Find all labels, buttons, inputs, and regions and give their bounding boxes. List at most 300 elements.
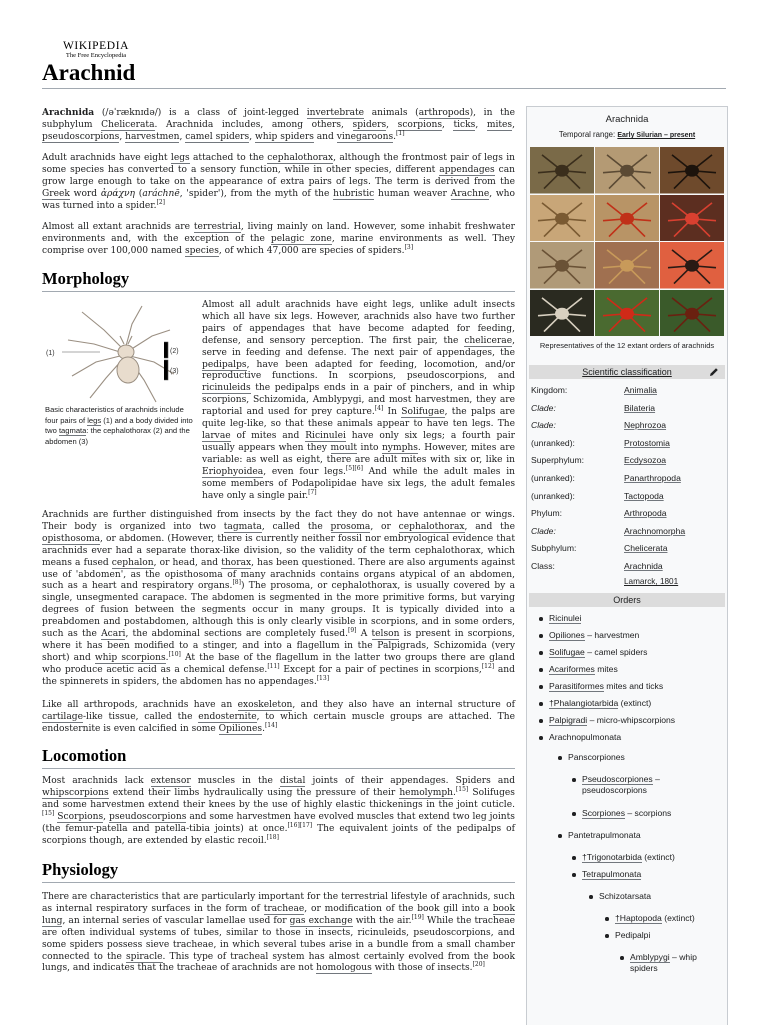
wiki-link[interactable]: spiracle: [125, 951, 163, 962]
order-list-item: [549, 647, 723, 658]
citation-link[interactable]: [11]: [267, 662, 280, 670]
text-run: attached to the: [189, 153, 268, 163]
spider-photo[interactable]: [660, 242, 724, 289]
order-list-item: [549, 698, 723, 709]
taxon-link[interactable]: Chelicerata: [624, 543, 668, 554]
taxon-link[interactable]: Nephrozoa: [624, 420, 667, 431]
wikipedia-wordmark: WIKIPEDIA: [62, 40, 130, 52]
text-run: , have been adapted for feeding, locomotion, and/or reproductive functions. In scorpions, pseudoscorpions, and: [202, 359, 515, 382]
list-bullet: [572, 873, 576, 877]
whip-spider-photo[interactable]: [595, 242, 659, 289]
text-run: While the tracheae are often individual systems of tubes, similar to those in insects, ricinuleids, pseudoscorpions, and some spiders possess sieve tracheae, in which several tubes arise in a bundle from a small chamber connected to the: [42, 915, 516, 962]
classification-row: [531, 470, 723, 488]
order-description: (extinct): [641, 852, 675, 862]
list-bullet: [539, 719, 543, 723]
wiki-link[interactable]: ticks: [453, 119, 476, 130]
order-list-item: [582, 869, 723, 880]
velvet-mite-photo-icon: [660, 195, 724, 242]
wiki-link[interactable]: homologous: [316, 963, 372, 974]
photo-caption: Representatives of the 12 extant orders of arachnids: [539, 341, 715, 350]
text-run: , and the: [464, 521, 515, 532]
wiki-link[interactable]: harvestmen: [125, 131, 180, 142]
text-run: Almost all adult arachnids have eight legs, unlike adult insects which all have six legs. However, arachnids also have two further pairs of appendages that have become adapted for feeding, defense, and sensory perception. The first pair, the: [202, 300, 515, 346]
order-list-item: [582, 852, 723, 863]
order-list-item: [549, 732, 723, 743]
wiki-link[interactable]: book lung: [42, 903, 515, 926]
rank-label: Clade:: [531, 525, 556, 536]
order-link[interactable]: †Haptopoda: [615, 913, 662, 923]
wiki-link[interactable]: Opiliones: [218, 723, 263, 734]
text-run: Like all arthropods, arachnids have an: [42, 700, 238, 710]
rank-label: Kingdom:: [531, 385, 568, 395]
photo-grid: [530, 147, 724, 336]
text-run: . However, mites are variable: as well as eight, there are adult mites with six or, like in: [202, 442, 516, 465]
text-run: is present in scorpions, where it has been modified to a stinger, and into a flagellum in the Palpigrads, Schizomida (very short) and: [42, 629, 515, 663]
list-bullet: [558, 756, 562, 760]
wiki-link[interactable]: Scorpions: [57, 811, 104, 822]
text-run: , to which certain muscle groups are attached. The endosternite is even calcified in some: [42, 711, 515, 734]
order-description: (extinct): [618, 698, 652, 708]
taxon-link[interactable]: Bilateria: [624, 402, 656, 413]
order-list-item: [549, 613, 723, 624]
wikipedia-logo[interactable]: [57, 40, 135, 60]
order-link[interactable]: Acariformes: [549, 664, 595, 674]
classification-row: [531, 435, 723, 453]
tick-photo-icon: [660, 290, 724, 337]
order-description: spiders: [630, 963, 658, 973]
order-description: mites and ticks: [603, 681, 664, 691]
camel-spider-photo[interactable]: [530, 195, 594, 242]
text-run: (1) and a body divided into two: [45, 415, 193, 435]
text-run: (/əˈræknɪdə/) is a class of joint-legged: [94, 108, 307, 118]
order-list-item: [615, 930, 723, 941]
text-run: , called the: [261, 521, 331, 532]
taxon-link[interactable]: Panarthropoda: [624, 473, 681, 483]
order-description: Panscorpiones: [568, 752, 625, 762]
text-run: ,: [386, 119, 398, 130]
rank-label: Superphylum:: [531, 455, 585, 466]
harvestman-photo-icon: [595, 147, 659, 194]
order-link[interactable]: †Phalangiotarbida: [549, 698, 619, 708]
classification-row: [531, 558, 723, 576]
text-run: into: [357, 442, 382, 453]
order-link[interactable]: †Trigonotarbida: [582, 852, 642, 862]
text-run: .: [453, 787, 456, 798]
wiki-link[interactable]: Chelicerata: [101, 119, 155, 130]
text-run: Basic characteristics of arachnids include four pairs of: [45, 405, 184, 425]
physiology-paragraph-1: [42, 892, 515, 975]
order-description: Pantetrapulmonata: [568, 830, 641, 840]
italic-text: aráchnē: [142, 188, 180, 199]
scorpion-photo-icon: [595, 195, 659, 242]
list-bullet: [539, 634, 543, 638]
text-run: with those of insects.: [371, 963, 473, 974]
text-run: human weaver: [374, 188, 451, 199]
order-link[interactable]: Solifugae: [549, 647, 585, 657]
wiki-link[interactable]: extensor: [150, 776, 191, 786]
order-list-item: [568, 830, 723, 841]
wiki-link[interactable]: legs: [170, 153, 190, 163]
temporal-range-label: Temporal range:: [558, 130, 618, 139]
wiki-link[interactable]: whipscorpions: [42, 787, 109, 798]
rank-label: Clade:: [531, 420, 556, 431]
text-run: , marine environments as well. They comprise over 100,000 named: [42, 233, 515, 256]
taxon-link[interactable]: Protostomia: [624, 437, 670, 448]
wiki-link[interactable]: Solifugae: [401, 407, 445, 418]
list-bullet: [589, 895, 593, 899]
order-link[interactable]: Tetrapulmonata: [582, 869, 642, 879]
wiki-link[interactable]: endosternite: [198, 711, 257, 722]
citation-link[interactable]: [9]: [348, 627, 357, 635]
order-link[interactable]: Palpigradi: [549, 715, 588, 725]
wiki-link[interactable]: Ricinulei: [305, 430, 346, 441]
red-mite-photo[interactable]: [595, 290, 659, 337]
intro-paragraph-2: [42, 153, 515, 213]
harvestman-photo[interactable]: [595, 147, 659, 194]
spider-diagram-icon: [42, 300, 194, 410]
camel-spider-photo-icon: [530, 195, 594, 242]
text-run: with the air.: [352, 915, 412, 926]
wiki-link[interactable]: Eriophyoidea: [202, 466, 264, 477]
wiki-link[interactable]: whip spiders: [255, 131, 314, 142]
wiki-link[interactable]: whip scorpions: [94, 652, 166, 663]
wiki-link[interactable]: gas exchange: [289, 915, 353, 926]
wiki-link[interactable]: cephalothorax: [398, 521, 465, 532]
schizomid-photo-icon: [530, 290, 594, 337]
text-run: Almost all extant arachnids are: [42, 222, 194, 232]
taxon-link[interactable]: Animalia: [624, 385, 657, 395]
tick-photo[interactable]: [660, 290, 724, 337]
text-run: : the cephalothorax (2) and the abdomen (3): [45, 426, 190, 446]
citation-link[interactable]: [8]: [232, 579, 241, 587]
order-description: – scorpions: [625, 808, 672, 818]
figure-caption: [45, 405, 195, 447]
wiki-link[interactable]: ricinuleids: [202, 383, 251, 394]
list-bullet: [539, 685, 543, 689]
heading-divider: [42, 882, 515, 883]
text-run: Most arachnids lack: [42, 776, 151, 786]
rank-label: (unranked):: [531, 473, 575, 483]
text-run: Except for a pair of pectines in scorpions,: [279, 664, 482, 675]
text-run: of mites and: [230, 430, 306, 441]
order-description: Pedipalpi: [615, 930, 651, 940]
order-description: – camel spiders: [584, 647, 648, 657]
text-run: There are characteristics that are particularly important for the terrestrial lifestyle of arachnids, such as internal respiratory surfaces in the form of: [42, 892, 515, 914]
order-list-item: [549, 664, 723, 675]
text-run: word: [69, 188, 101, 199]
wiki-link[interactable]: hemolymph: [399, 787, 454, 798]
wiki-link[interactable]: tagmata: [223, 521, 262, 532]
temporal-range-value[interactable]: Early Silurian – present: [617, 132, 696, 139]
text-run: ,: [475, 119, 487, 130]
order-link[interactable]: Ricinulei: [549, 613, 582, 623]
wiki-link[interactable]: larvae: [202, 430, 231, 441]
wiki-link[interactable]: cartilage: [42, 711, 83, 722]
order-link[interactable]: Pseudoscorpiones: [582, 774, 653, 784]
wiki-link[interactable]: moult: [330, 442, 358, 453]
citation-link[interactable]: [12]: [481, 662, 495, 670]
wiki-link[interactable]: hubristic: [333, 188, 375, 199]
citation-link[interactable]: [19]: [411, 913, 424, 921]
figure-label-2: (2): [170, 348, 179, 355]
section-heading: Physiology: [42, 860, 119, 879]
citation-link[interactable]: [18]: [266, 833, 279, 841]
wiki-link[interactable]: Acari: [101, 629, 126, 640]
taxon-authority[interactable]: Lamarck, 1801: [624, 577, 679, 586]
wiki-link[interactable]: nymphs: [381, 442, 418, 453]
text-run: A: [356, 629, 372, 640]
text-run: And while the adult males in some members of Podapolipidae have six legs, the adult females have only a single pair.: [202, 466, 515, 501]
text-run: (: [135, 188, 143, 199]
text-run: , an internal series of vascular lamellae used for: [62, 915, 290, 926]
wiki-link[interactable]: mites: [486, 119, 513, 130]
rank-label: Class:: [531, 561, 555, 571]
order-list-item: [568, 752, 723, 763]
order-list-item: [630, 952, 723, 974]
taxobox-title: Arachnida: [605, 114, 649, 125]
wiki-link[interactable]: opisthosoma: [42, 533, 101, 544]
text-run: -like tissue, called the: [82, 711, 199, 722]
wiki-link[interactable]: cephalothorax: [267, 153, 334, 163]
order-list-item: [549, 715, 723, 726]
text-run: . This type of tracheal system has almost certainly evolved from the book lungs, and indicates that the tracheae of arachnids are not: [42, 951, 515, 974]
list-bullet: [539, 736, 543, 740]
wiki-link[interactable]: pseudoscorpions: [42, 131, 120, 142]
orders-header: Orders: [529, 593, 725, 607]
text-run: , of which 47,000 are species of spiders.: [218, 245, 405, 256]
solifuge-photo[interactable]: [530, 242, 594, 289]
order-description: – harvestmen: [584, 630, 640, 640]
wiki-link[interactable]: pedipalps: [202, 359, 247, 370]
whip-spider-photo-icon: [595, 242, 659, 289]
rank-label: Clade:: [531, 402, 556, 413]
text-run: the pedipalps ends in a pair of pinchers, and in whip scorpions, Schizomida, Amblypygi, and most harvestmen, they are raptorial and used for prey capture.: [202, 383, 515, 418]
taxon-link[interactable]: Arachnida: [624, 561, 663, 571]
citation-link[interactable]: [14]: [264, 721, 278, 729]
pseudoscorpion-photo-icon: [530, 147, 594, 194]
order-description: – whip: [669, 952, 697, 962]
text-run: In: [383, 407, 402, 418]
citation-link[interactable]: [16][17]: [287, 821, 313, 829]
order-link[interactable]: Amblypygi: [630, 952, 670, 962]
list-bullet: [539, 702, 543, 706]
wiki-link[interactable]: camel spiders: [185, 131, 250, 142]
wiki-link[interactable]: pelagic zone: [270, 233, 332, 244]
wiki-link[interactable]: arthropods: [418, 108, 470, 118]
intro-paragraph-3: [42, 222, 515, 258]
taxon-link[interactable]: Tactopoda: [624, 490, 664, 501]
list-bullet: [620, 956, 624, 960]
pseudoscorpion-photo[interactable]: [530, 147, 594, 194]
wiki-link[interactable]: legs: [87, 415, 102, 425]
heading-divider: [42, 291, 515, 292]
section-morphology: [42, 269, 515, 292]
text-run: muscles in the: [190, 776, 280, 786]
list-bullet: [605, 917, 609, 921]
order-description: (extinct): [661, 913, 695, 923]
citation-link[interactable]: [20]: [472, 961, 485, 969]
wiki-link[interactable]: Arachne: [450, 188, 490, 199]
wiki-link[interactable]: terrestrial: [193, 222, 241, 232]
text-run: .: [165, 652, 169, 663]
order-link[interactable]: Opiliones: [549, 630, 585, 640]
text-run: , although the frontmost pair of legs in some species has converted to a sensory function, while in other species, different: [42, 153, 516, 175]
list-bullet: [572, 856, 576, 860]
order-list-item: [549, 681, 723, 692]
wiki-link[interactable]: vinegaroons: [336, 131, 394, 142]
classification-row: [531, 505, 723, 523]
order-list-item: [549, 630, 723, 641]
wiki-link[interactable]: appendages: [439, 164, 495, 175]
taxon-link[interactable]: Arthropoda: [624, 508, 667, 519]
wiki-link[interactable]: exoskeleton: [237, 700, 293, 710]
rank-label: (unranked):: [531, 490, 575, 501]
red-mite-photo-icon: [595, 290, 659, 337]
citation-link[interactable]: [10]: [168, 650, 181, 658]
citation-link[interactable]: [13]: [316, 674, 330, 682]
order-description: Arachnopulmonata: [549, 732, 622, 742]
wiki-link[interactable]: cephalon: [111, 557, 154, 568]
schizomid-photo[interactable]: [530, 290, 594, 337]
text-run: , serve in feeding and defense. The next pair of appendages, the: [202, 335, 515, 358]
text-run: joints of their appendages. Spiders and: [305, 776, 516, 786]
text-run: can grow large enough to take on the appearance of extra pairs of legs. The term is derived from the: [42, 164, 516, 187]
order-description: –: [652, 774, 660, 784]
wiki-link[interactable]: species: [184, 245, 219, 256]
citation-link[interactable]: [4]: [374, 405, 384, 413]
classification-row: [531, 452, 723, 470]
order-list-item: [582, 808, 723, 819]
text-run: , who was turned into a spider.: [42, 188, 515, 211]
text-run: . Arachnida includes, among others,: [154, 119, 353, 130]
text-run: ) The prosoma, or cephalothorax, is usually covered by a single, unsegmented carapace. The abdomen is segmented in the more primitive forms, but varying degrees of fusion between the segments occur in many groups. It is typically divided into a preabdomen and postabdomen, although this is only clearly visible in scorpions, and in some orders, such as the: [42, 581, 515, 640]
morphology-paragraph-2: [42, 510, 515, 689]
wikipedia-tagline: The Free Encyclopedia: [65, 52, 127, 59]
taxon-link[interactable]: Arachnomorpha: [624, 525, 686, 536]
wiki-link[interactable]: pseudoscorpions: [109, 811, 187, 822]
heading-divider: [42, 768, 515, 769]
citation-link[interactable]: [5][6]: [345, 464, 363, 472]
velvet-mite-photo[interactable]: [660, 195, 724, 242]
wiki-link[interactable]: thorax: [221, 557, 252, 568]
text-run: , and they also have an internal structure of: [292, 700, 515, 710]
wiki-link[interactable]: invertebrate: [306, 108, 365, 118]
text-run: , the palps are quite leg-like, so that these animals appear to have ten legs. The: [202, 407, 515, 430]
pencil-edit-icon[interactable]: [708, 366, 720, 378]
text-run: animals (: [364, 108, 419, 118]
section-heading: Morphology: [42, 269, 130, 288]
citation-link[interactable]: [2]: [156, 198, 166, 206]
list-bullet: [558, 834, 562, 838]
wiki-link[interactable]: telson: [371, 629, 400, 640]
text-run: ), in the subphylum: [42, 108, 515, 130]
taxon-link[interactable]: Ecdysozoa: [624, 455, 667, 466]
solifuge-photo-icon: [530, 242, 594, 289]
taxobox: [526, 106, 728, 1025]
citation-link[interactable]: [1]: [396, 129, 405, 137]
classification-row: [531, 382, 723, 400]
text-run: ,: [119, 131, 126, 142]
wiki-link[interactable]: prosoma: [330, 521, 371, 532]
wiki-link[interactable]: tracheae: [263, 903, 305, 914]
morphology-paragraph-3: [42, 700, 515, 736]
text-run: ,: [249, 131, 255, 142]
wiki-link[interactable]: Greek: [42, 188, 70, 199]
temporal-range: [527, 130, 727, 139]
wiki-link[interactable]: chelicerae: [464, 335, 513, 346]
text-run: At the base of the flagellum in the latter two groups there are gland who produce acetic acid as a chemical defense.: [42, 652, 515, 675]
text-run: , or abdomen. (However, there is currently neither fossil nor embryological evidence that arachnids ever had a separate thorax-like division, so the validity of the term cephalothorax, which means a fused: [42, 533, 515, 568]
order-list-item: [599, 891, 723, 902]
text-run: have only six legs; a fourth pair usually appears when they: [202, 430, 515, 453]
list-bullet: [539, 617, 543, 621]
text-run: The equivalent joints of the pedipalps of scorpions though, are extended by elastic recoil.: [42, 823, 515, 846]
wiki-link[interactable]: scorpions: [397, 119, 442, 130]
text-run: and: [313, 131, 337, 142]
text-run: ,: [103, 811, 110, 822]
text-run: , or: [370, 521, 399, 532]
list-bullet: [539, 651, 543, 655]
list-bullet: [572, 778, 576, 782]
text-run: extend their limbs hydraulically using the pressure of their: [108, 787, 400, 798]
rank-label: Subphylum:: [531, 543, 577, 554]
bold-term: Arachnida: [42, 107, 95, 118]
list-bullet: [605, 934, 609, 938]
locomotion-paragraph-1: [42, 776, 515, 847]
text-run: ,: [512, 119, 515, 130]
list-bullet: [572, 812, 576, 816]
section-heading: Locomotion: [42, 746, 127, 765]
figure-label-3: (3): [170, 368, 179, 375]
scientific-classification-link[interactable]: Scientific classification: [582, 367, 672, 377]
italic-text: ἀράχνη: [100, 188, 135, 199]
rank-label: (unranked):: [531, 437, 575, 448]
text-run: , even four legs.: [263, 466, 346, 477]
citation-link[interactable]: [15]: [42, 809, 55, 817]
order-list-item: [582, 774, 723, 796]
order-list-item: [615, 913, 723, 924]
figure-label-1: (1): [46, 350, 55, 357]
whip-scorpion-photo[interactable]: [660, 147, 724, 194]
text-run: .: [393, 131, 397, 142]
wiki-link[interactable]: spiders: [352, 119, 387, 130]
section-locomotion: [42, 746, 515, 769]
classification-row: [531, 523, 723, 541]
title-divider: [42, 88, 726, 89]
order-link[interactable]: Parasitiformes: [549, 681, 604, 691]
citation-link[interactable]: [15]: [455, 785, 469, 793]
wiki-link[interactable]: tagmata: [58, 426, 87, 435]
citation-link[interactable]: [3]: [404, 243, 414, 251]
text-run: ,: [179, 131, 186, 142]
wiki-link[interactable]: distal: [280, 776, 306, 786]
text-run: Adult arachnids have eight: [42, 153, 171, 163]
classification-row: [531, 540, 723, 558]
text-run: and the spinnerets in spiders, the abdomen has no appendages.: [42, 664, 515, 687]
order-description: mites: [594, 664, 618, 674]
text-run: Solifuges and some harvestmen extend their knees by the use of highly elastic thickenings in the joint cuticle.: [42, 787, 515, 810]
text-run: , living mainly on land. However, some inhabit freshwater environments and, with the exception of the: [42, 222, 515, 244]
text-run: , 'spider'), from the myth of the: [179, 188, 334, 199]
text-run: .: [262, 723, 265, 734]
citation-link[interactable]: [7]: [308, 488, 317, 496]
classification-row: [531, 488, 723, 506]
classification-row: [531, 417, 723, 435]
order-link[interactable]: Scorpiones: [582, 808, 625, 818]
order-description: – micro-whipscorpions: [587, 715, 676, 725]
scorpion-photo[interactable]: [595, 195, 659, 242]
scientific-classification-header: [529, 365, 725, 379]
